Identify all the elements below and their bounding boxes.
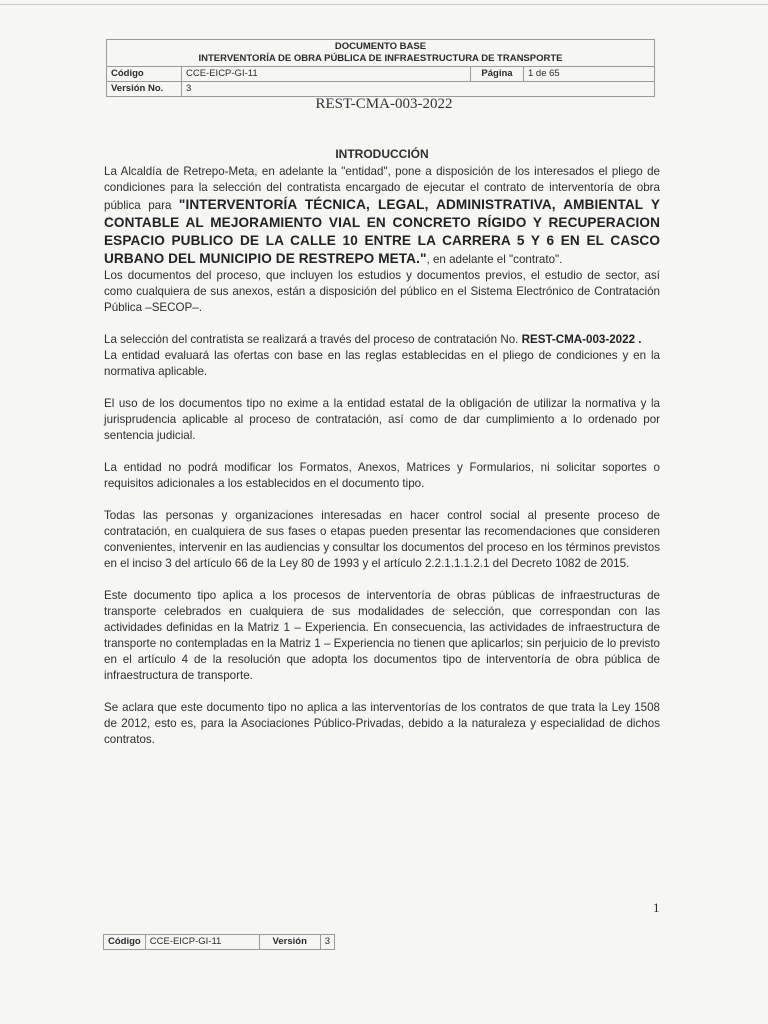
footer-version-value: 3 [320, 935, 334, 949]
paragraph-8: Este documento tipo aplica a los procesos de interventoría de obras públicas de infraestructuras de transporte celebrados en cualquiera de sus modalidades de selección, que correspondan con las actividades definidas en la Matriz 1 – Experiencia. En consecuencia, las actividades de infraestructura de transporte no contempladas en la Matriz 1 – Experiencia no tienen que aplicarlos; sin perjuicio de lo previsto en el artículo 4 de la resolución que adopta los documentos tipo de interventoría de obra pública de infraestructura de transporte. [104, 589, 660, 682]
header-code-label: Código [111, 68, 144, 79]
footer-table [103, 934, 335, 950]
document-body [104, 146, 660, 748]
page-edge [0, 4, 768, 5]
paragraph-3 [104, 332, 660, 348]
page-number: 1 [653, 900, 660, 915]
process-number: REST-CMA-003-2022 . [521, 333, 642, 346]
paragraph-4: La entidad evaluará las ofertas con base en las reglas establecidas en el pliego de condiciones y en la normativa aplicable. [104, 349, 660, 378]
paragraph-9: Se aclara que este documento tipo no aplica a las interventorías de los contratos de que trata la Ley 1508 de 2012, esto es, para la Asociaciones Público-Privadas, debido a la naturaleza y especialidad de dichos contratos. [104, 701, 660, 746]
contract-object-title: "INTERVENTORÍA TÉCNICA, LEGAL, ADMINISTRATIVA, AMBIENTAL Y CONTABLE AL MEJORAMIENTO VIAL EN CONCRETO RÍGIDO Y RECUPERACION ESPACIO PUBLICO DE LA CALLE 10 ENTRE LA CARRERA 5 Y 6 EN EL CASCO URBANO DEL MUNICIPIO DE RESTREPO META." [104, 197, 661, 266]
footer-code-value: CCE-EICP-GI-11 [145, 935, 259, 949]
p1-text-a: La Alcaldía de Retrepo-Meta, en adelante la "entidad", pone a disposición de los interesados el pliego de condiciones para la selección del contratista encargado de ejecutar el contrato de [104, 165, 660, 194]
header-version-label: Versión No. [111, 83, 164, 94]
header-table [106, 39, 655, 97]
process-reference: REST-CMA-003-2022 [315, 96, 453, 112]
p3-text: La selección del contratista se realizará a través del proceso de contratación No. [104, 333, 522, 346]
paragraph-2: Los documentos del proceso, que incluyen los estudios y documentos previos, el estudio de sector, así como cualquiera de sus anexos, están a disposición del público en el Sistema Electrónico de Contratación Pública –SECOP–. [104, 269, 660, 314]
footer-code-label: Código [108, 936, 141, 947]
header-title [107, 40, 654, 66]
header-line-2: INTERVENTORÍA DE OBRA PÚBLICA DE INFRAESTRUCTURA DE TRANSPORTE [198, 53, 563, 64]
header-code-value: CCE-EICP-GI-11 [181, 67, 470, 81]
paragraph-7: Todas las personas y organizaciones interesadas en hacer control social al presente proceso de contratación, en cualquiera de sus fases o etapas pueden presentar las recomendaciones que consideren convenientes, intervenir en las audiencias y consultar los documentos del proceso en los términos previstos en el inciso 3 del artículo 66 de la Ley 80 de 1993 y el artículo 2.2.1.1.1.2.1 del Decreto 1082 de 2015. [104, 509, 660, 570]
paragraph-1 [104, 164, 660, 268]
header-page-value: 1 de 65 [523, 67, 654, 81]
p1-text-c: , en adelante el "contrato". [426, 253, 563, 266]
paragraph-6: La entidad no podrá modificar los Formatos, Anexos, Matrices y Formularios, ni solicitar soportes o requisitos adicionales a los establecidos en el documento tipo. [104, 461, 660, 490]
paragraph-5: El uso de los documentos tipo no exime a la entidad estatal de la obligación de utilizar la normativa y la jurisprudencia aplicable al proceso de contratación, así como de dar cumplimiento a lo ordenado por sentencia judicial. [104, 397, 660, 442]
footer-version-label: Versión [259, 935, 320, 949]
section-title: INTRODUCCIÓN [335, 147, 429, 161]
header-version-value: 3 [181, 82, 654, 96]
header-page-label: Página [470, 67, 523, 81]
p1-text-b: interventoría de obra pública para [104, 181, 660, 212]
header-line-1: DOCUMENTO BASE [334, 41, 427, 52]
